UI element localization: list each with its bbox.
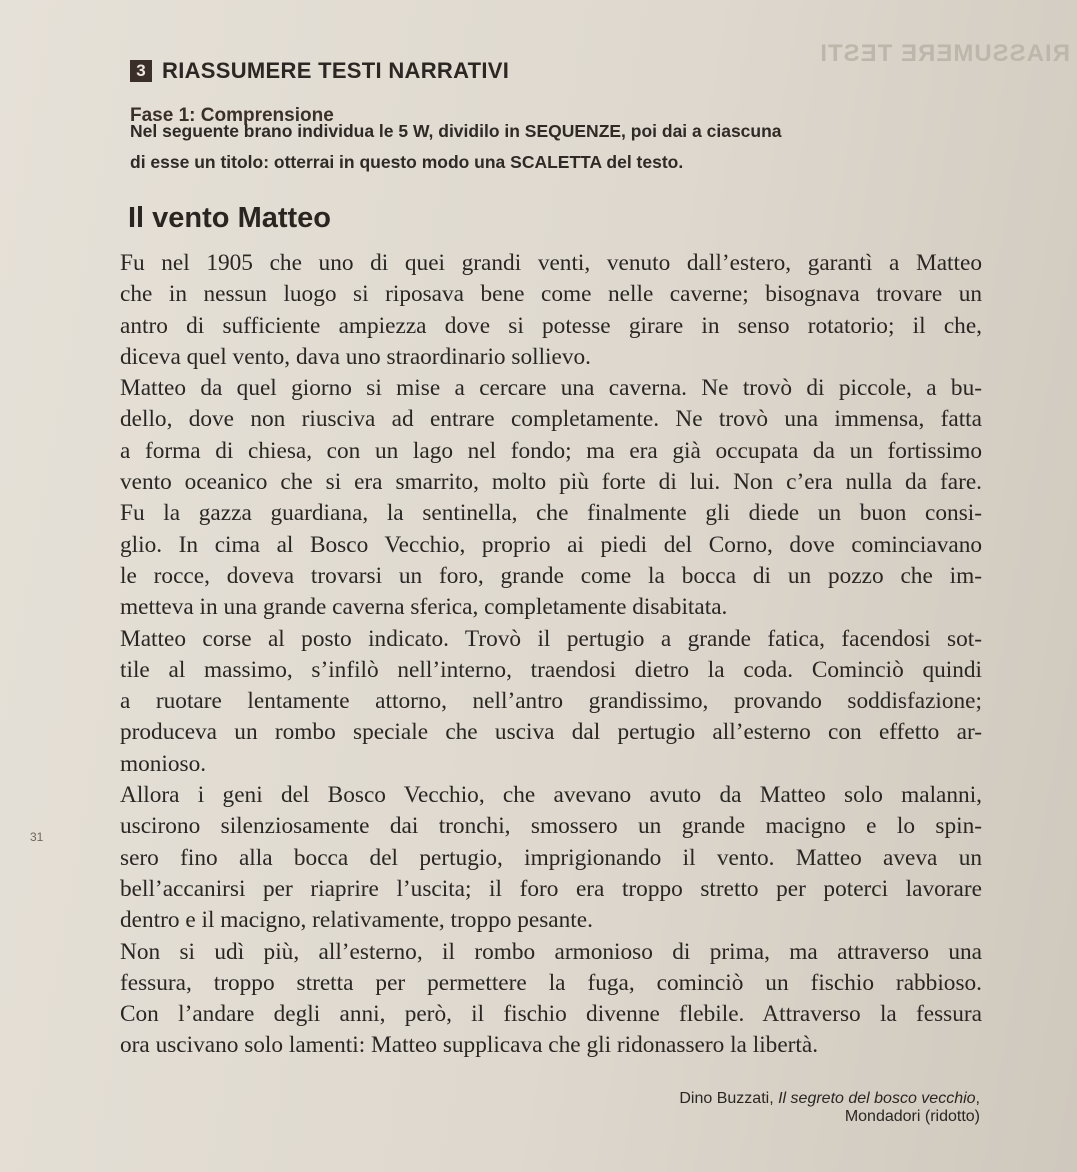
story-line: ora uscivano solo lamenti: Matteo supplicava che gli ridonassero la libertà. [120,1032,819,1059]
story-line: Matteo da quel giorno si mise a cercare una caverna. Ne trovò di piccole, a bu- [120,375,982,402]
story-line: uscirono silenziosamente dai tronchi, smossero un grande macigno e lo spin- [120,813,982,840]
story-line: metteva in una grande caverna sferica, completamente disabitata. [120,594,728,621]
exercise-number-badge: 3 [130,60,152,82]
story-line: vento oceanico che si era smarrito, molto più forte di lui. Non c’era nulla da fare. [120,469,982,496]
story-line: tile al massimo, s’infilò nell’interno, traendosi dietro la coda. Cominciò quindi [120,656,982,683]
source-publisher: , Mondadori (ridotto) [844,1090,980,1125]
story-line: diceva quel vento, dava uno straordinario sollievo. [120,343,591,370]
story-line: Matteo corse al posto indicato. Trovò il pertugio a grande fatica, facendosi sot- [120,625,982,652]
story-line: a forma di chiesa, con un lago nel fondo; ma era già occupata da un fortissimo [120,437,982,464]
story-line: Con l’andare degli anni, però, il fischio divenne flebile. Attraverso la fessura [120,1001,982,1028]
source-book: Il segreto del bosco vecchio [778,1090,976,1107]
exercise-header [130,58,509,84]
source-citation [660,1090,980,1126]
story-title: Il vento Matteo [128,202,332,234]
story-line: bell’accanirsi per riaprire l’uscita; il foro era troppo stretto per poterci lavorare [120,875,982,902]
story-line: monioso. [120,750,207,777]
story-line: glio. In cima al Bosco Vecchio, proprio ai piedi del Corno, dove cominciavano [120,531,982,558]
instructions [130,116,910,178]
story-line: le rocce, doveva trovarsi un foro, grande come la bocca di un pozzo che im- [120,562,982,589]
story-line: che in nessun luogo si riposava bene come nelle caverne; bisognava trovare un [120,281,982,308]
story-line: Fu la gazza guardiana, la sentinella, che finalmente gli diede un buon consi- [120,500,982,527]
instruction-line: Nel seguente brano individua le 5 W, dividilo in SEQUENZE, poi dai a ciascuna [130,121,782,141]
phase-label: Fase 1: Comprensione [130,105,334,126]
story-line: Non si udì più, all’esterno, il rombo armonioso di prima, ma attraverso una [120,938,982,965]
exercise-title: RIASSUMERE TESTI NARRATIVI [162,58,510,83]
bleed-through-text: RIASSUMERE TESTI [819,40,1070,67]
story-line: dentro e il macigno, relativamente, troppo pesante. [120,907,593,934]
margin-note: 31 [30,830,44,844]
story-line: Fu nel 1905 che uno di quei grandi venti, venuto dall’estero, garantì a Matteo [120,250,982,276]
story-line: sero fino alla bocca del pertugio, imprigionando il vento. Matteo aveva un [120,844,982,871]
story-line: Allora i geni del Bosco Vecchio, che avevano avuto da Matteo solo malanni, [120,782,982,809]
story-line: fessura, troppo stretta per permettere la fuga, cominciò un fischio rabbioso. [120,969,982,996]
story-line: produceva un rombo speciale che usciva dal pertugio all’esterno con effetto ar- [120,719,982,746]
story-line: dello, dove non riusciva ad entrare completamente. Ne trovò una immensa, fatta [120,406,982,433]
story-body [120,248,982,1062]
instruction-line: di esse un titolo: otterrai in questo modo una SCALETTA del testo. [130,152,684,172]
story-line: antro di sufficiente ampiezza dove si potesse girare in senso rotatorio; il che, [120,312,982,339]
source-author: Dino Buzzati, [679,1090,779,1107]
story-line: a ruotare lentamente attorno, nell’antro grandissimo, provando soddisfazione; [120,688,982,715]
